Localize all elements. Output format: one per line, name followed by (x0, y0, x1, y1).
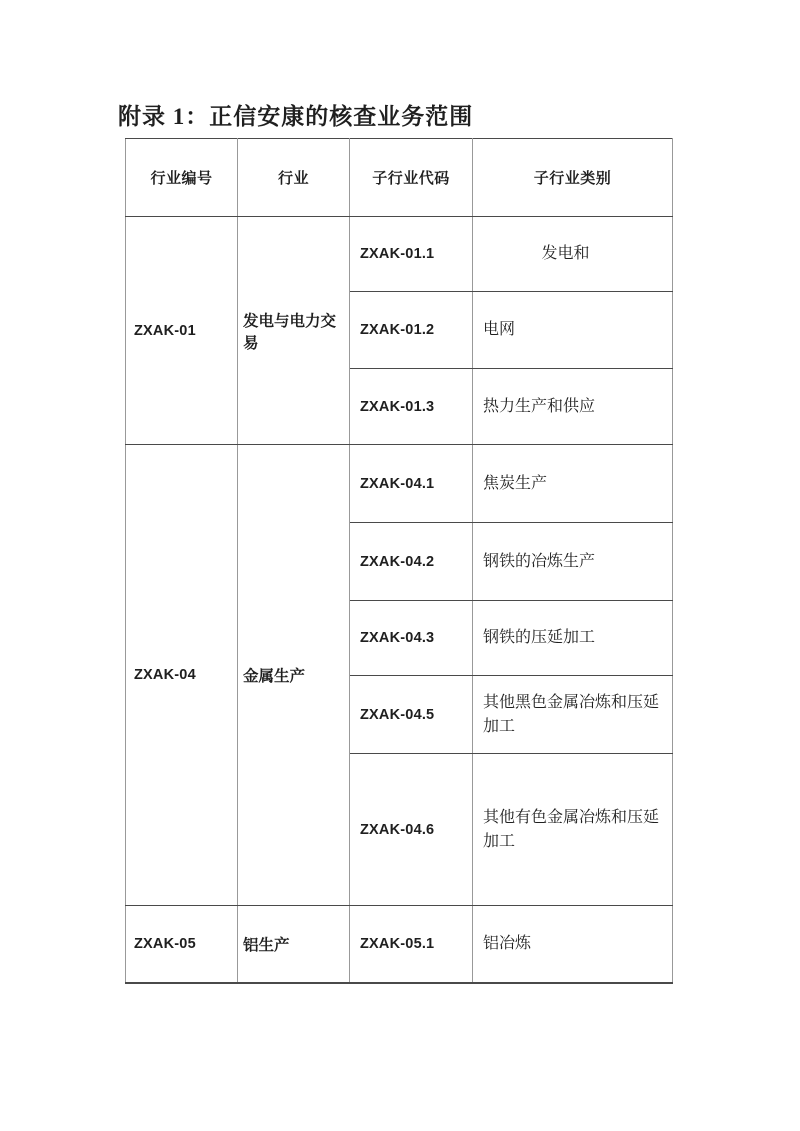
sub-industry-category-cell: 发电和 (473, 217, 673, 292)
industry-cell: 金属生产 (238, 445, 350, 906)
page-title: 附录 1：正信安康的核查业务范围 (118, 104, 474, 129)
industry-code-cell: ZXAK-04 (126, 445, 238, 906)
sub-industry-category-cell: 钢铁的冶炼生产 (473, 523, 673, 601)
industry-code-cell: ZXAK-05 (126, 906, 238, 983)
industry-code-cell: ZXAK-01 (126, 217, 238, 445)
sub-industry-code-cell: ZXAK-05.1 (350, 906, 473, 983)
sub-industry-category-cell: 其他有色金属冶炼和压延加工 (473, 754, 673, 906)
table-row (126, 906, 673, 983)
industry-cell: 铝生产 (238, 906, 350, 983)
header-sub-code: 子行业代码 (350, 139, 473, 217)
sub-industry-category-cell: 电网 (473, 292, 673, 369)
sub-industry-category-cell: 铝冶炼 (473, 906, 673, 983)
sub-industry-code-cell: ZXAK-01.2 (350, 292, 473, 369)
sub-industry-code-cell: ZXAK-04.6 (350, 754, 473, 906)
industry-cell: 发电与电力交易 (238, 217, 350, 445)
header-industry-code: 行业编号 (126, 139, 238, 217)
sub-industry-code-cell: ZXAK-04.5 (350, 676, 473, 754)
sub-industry-code-cell: ZXAK-04.3 (350, 601, 473, 676)
sub-industry-code-cell: ZXAK-01.3 (350, 369, 473, 445)
table-row (126, 445, 673, 523)
business-scope-table (125, 138, 673, 984)
sub-industry-code-cell: ZXAK-01.1 (350, 217, 473, 292)
header-sub-category: 子行业类别 (473, 139, 673, 217)
sub-industry-category-cell: 钢铁的压延加工 (473, 601, 673, 676)
table-row (126, 217, 673, 292)
header-industry: 行业 (238, 139, 350, 217)
sub-industry-category-cell: 其他黑色金属冶炼和压延加工 (473, 676, 673, 754)
sub-industry-code-cell: ZXAK-04.1 (350, 445, 473, 523)
sub-industry-code-cell: ZXAK-04.2 (350, 523, 473, 601)
table-header-row (126, 139, 673, 217)
sub-industry-category-cell: 焦炭生产 (473, 445, 673, 523)
sub-industry-category-cell: 热力生产和供应 (473, 369, 673, 445)
table-body (126, 217, 673, 983)
